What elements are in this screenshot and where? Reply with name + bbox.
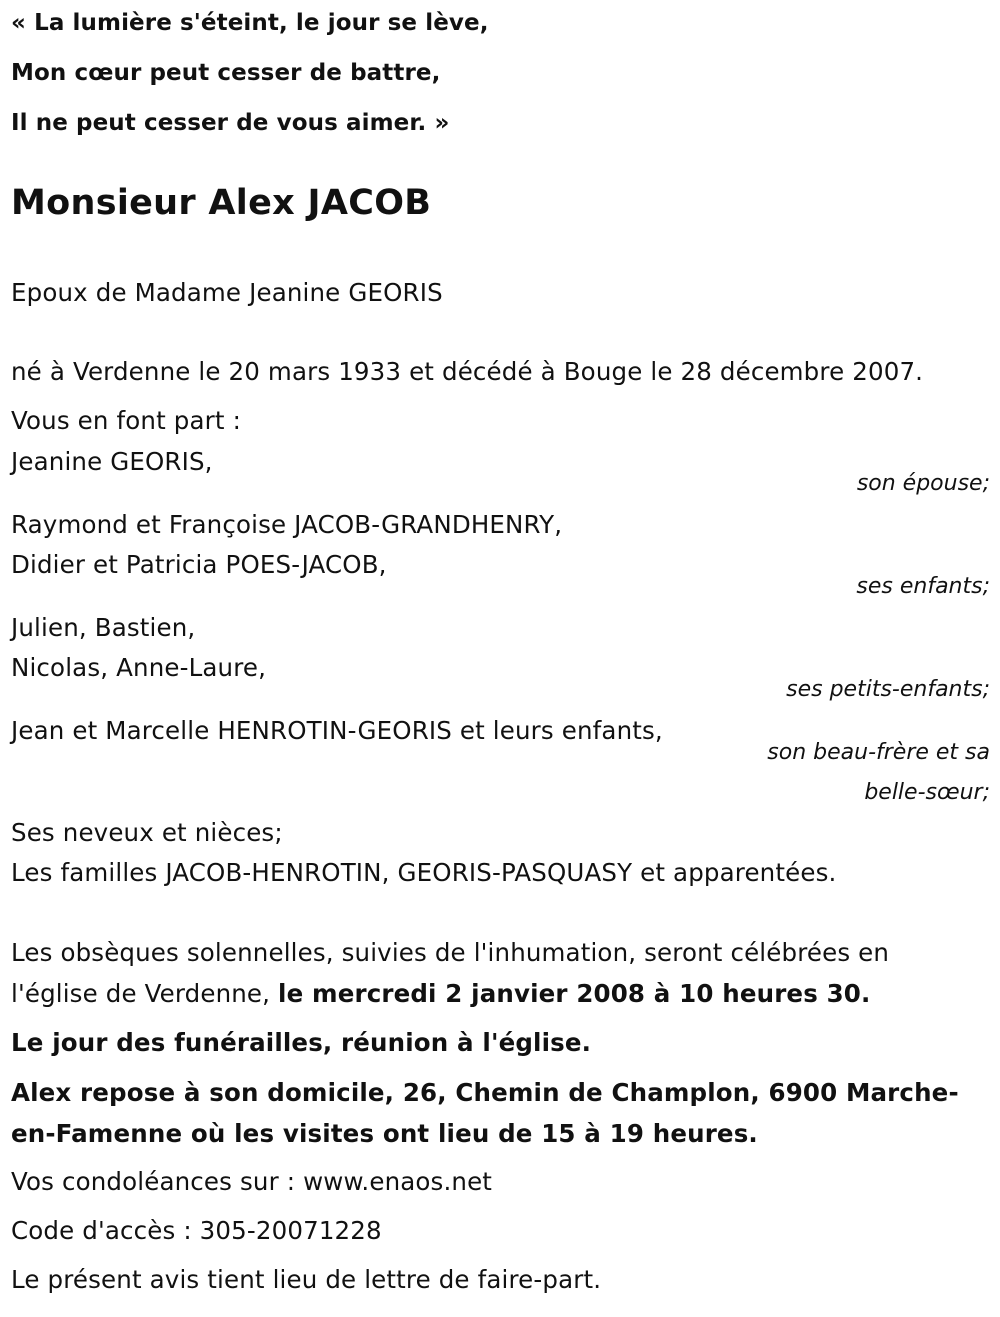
announcement-intro: Vous en font part : [11, 406, 241, 435]
funeral-place: l'église de Verdenne, [11, 979, 279, 1008]
relation-label: belle-sœur; [864, 780, 990, 805]
relation-label: son épouse; [856, 471, 990, 496]
deceased-name: Monsieur Alex JACOB [11, 183, 432, 223]
funeral-date-line [11, 979, 870, 1008]
family-name: Jean et Marcelle HENROTIN-GEORIS et leurs enfants, [11, 716, 663, 745]
spouse-line: Epoux de Madame Jeanine GEORIS [11, 278, 443, 307]
relation-label: ses petits-enfants; [786, 677, 990, 702]
family-name: Jeanine GEORIS, [11, 447, 213, 476]
access-code-line: Code d'accès : 305-20071228 [11, 1216, 382, 1245]
funeral-text: Les obsèques solennelles, suivies de l'inhumation, seront célébrées en [11, 938, 890, 967]
family-name: Julien, Bastien, [11, 613, 196, 642]
rest-line-1: Alex repose à son domicile, 26, Chemin de Champlon, 6900 Marche- [11, 1078, 959, 1107]
relation-label: son beau-frère et sa [767, 740, 990, 765]
condolences-line: Vos condoléances sur : www.enaos.net [11, 1167, 493, 1196]
family-name: Didier et Patricia POES-JACOB, [11, 550, 387, 579]
funeral-date: le mercredi 2 janvier 2008 à 10 heures 30. [278, 979, 871, 1008]
family-name: Nicolas, Anne-Laure, [11, 653, 267, 682]
meeting-line: Le jour des funérailles, réunion à l'église. [11, 1028, 592, 1057]
poem-line-3: Il ne peut cesser de vous aimer. » [11, 110, 450, 136]
notice-line: Le présent avis tient lieu de lettre de faire-part. [11, 1265, 602, 1294]
families-line: Les familles JACOB-HENROTIN, GEORIS-PASQUASY et apparentées. [11, 858, 837, 887]
poem-line-2: Mon cœur peut cesser de battre, [11, 60, 441, 86]
birth-death-line: né à Verdenne le 20 mars 1933 et décédé à Bouge le 28 décembre 2007. [11, 357, 924, 386]
poem-line-1: « La lumière s'éteint, le jour se lève, [11, 10, 489, 36]
family-name: Raymond et Françoise JACOB-GRANDHENRY, [11, 510, 563, 539]
relation-label: ses enfants; [856, 574, 990, 599]
rest-line-2: en-Famenne où les visites ont lieu de 15 à 19 heures. [11, 1119, 758, 1148]
nephews-line: Ses neveux et nièces; [11, 818, 283, 847]
